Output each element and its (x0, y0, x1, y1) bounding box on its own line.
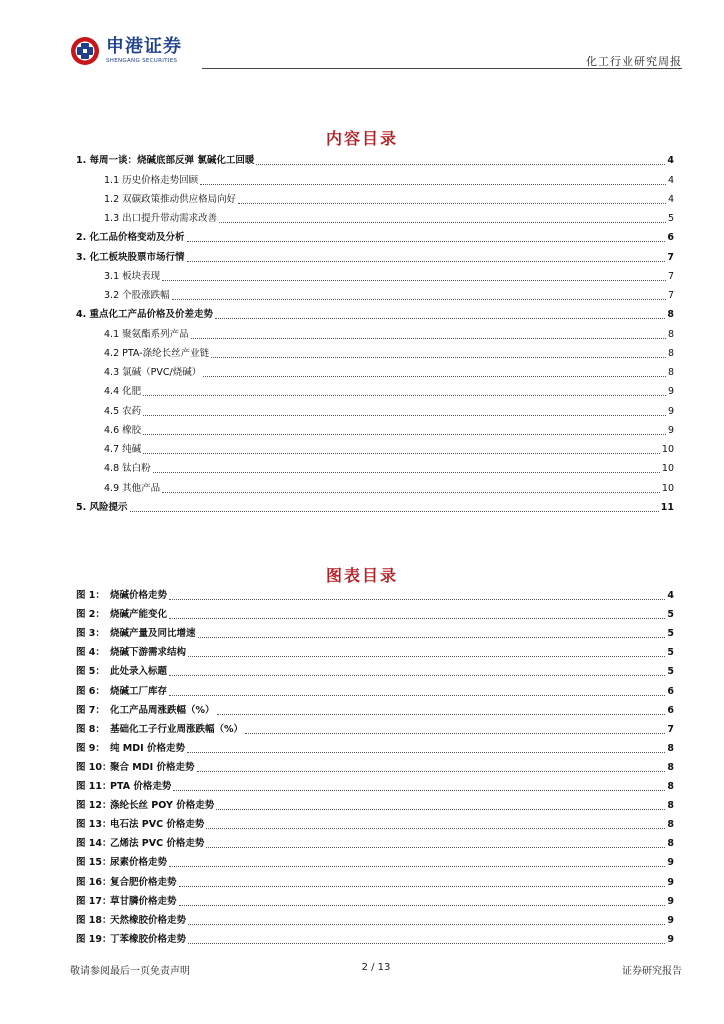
figure-number: 图 1： (76, 590, 105, 602)
dot-leader (172, 289, 666, 300)
toc-entry-label: 5. 风险提示 (76, 501, 128, 513)
figure-title: 化工产品周涨跌幅（%） (110, 704, 215, 716)
figure-page: 8 (667, 781, 674, 793)
figure-title: 烧碱产量及同比增速 (110, 628, 196, 640)
toc-entry-page: 10 (661, 482, 674, 494)
dot-leader (143, 443, 660, 454)
figure-number: 图 12： (76, 800, 112, 812)
company-logo (70, 34, 182, 68)
figure-title: 烧碱下游需求结构 (110, 647, 187, 659)
figures-list (76, 583, 674, 946)
figure-number: 图 5： (76, 666, 105, 678)
toc-entry-label: 1.1 历史价格走势回顾 (104, 174, 199, 186)
toc-entry-page: 4 (667, 155, 674, 167)
toc-entry-label: 1. 每周一谈：烧碱底部反弹 氯碱化工回暖 (76, 155, 255, 167)
dot-leader (238, 193, 666, 204)
figure-page: 8 (667, 761, 674, 773)
figure-number: 图 2： (76, 609, 105, 621)
figure-page: 9 (667, 857, 674, 869)
header-divider (202, 68, 682, 69)
dot-leader (173, 780, 665, 791)
toc-entry[interactable] (76, 437, 674, 456)
toc-entry-page: 8 (667, 367, 674, 378)
disclaimer-note: 敬请参阅最后一页免责声明 (70, 966, 190, 977)
page-header (70, 34, 682, 70)
dot-leader (143, 405, 666, 416)
toc-entry-page: 9 (667, 386, 674, 398)
toc-entry[interactable] (76, 418, 674, 437)
figure-title: 烧碱工厂库存 (110, 685, 168, 697)
figure-title: 聚合 MDI 价格走势 (110, 761, 195, 773)
figure-page: 8 (667, 742, 674, 754)
dot-leader (188, 646, 665, 657)
toc-entry[interactable] (76, 379, 674, 398)
toc-entry[interactable] (76, 264, 674, 283)
figure-page: 9 (667, 914, 674, 926)
figure-number: 图 16： (76, 876, 112, 888)
figure-entry[interactable] (76, 812, 674, 831)
toc-entry[interactable] (76, 302, 674, 321)
toc-title: 内容目录 (325, 129, 398, 148)
toc-entry[interactable] (76, 456, 674, 475)
toc-entry-page: 8 (667, 347, 674, 359)
figure-page: 5 (667, 647, 674, 659)
toc-entry[interactable] (76, 167, 674, 186)
figure-number: 图 14： (76, 838, 112, 850)
report-type-label: 化工行业研究周报 (586, 55, 682, 68)
figure-page: 8 (667, 838, 674, 850)
toc-entry-page: 6 (667, 232, 674, 244)
toc-entry[interactable] (76, 360, 674, 379)
toc-entry-page: 4 (667, 193, 674, 205)
dot-leader (179, 876, 666, 887)
toc-entry-label: 4.9 其他产品 (104, 482, 161, 494)
toc-entry-page: 9 (667, 405, 674, 417)
toc-entry-label: 4.8 钛白粉 (104, 463, 151, 475)
toc-entry-page: 5 (667, 213, 674, 224)
dot-leader (143, 424, 666, 435)
dot-leader (187, 742, 665, 753)
logo-english-name: SHENGANG SECURITIES (106, 58, 178, 64)
toc-entry[interactable] (76, 341, 674, 360)
dot-leader (256, 154, 665, 165)
toc-entry-label: 4.5 农药 (104, 405, 142, 417)
figure-entry[interactable] (76, 640, 674, 659)
figure-page: 9 (667, 876, 674, 888)
logo-mark-icon (70, 36, 100, 66)
figure-title: 复合肥价格走势 (110, 876, 177, 888)
figure-entry[interactable] (76, 678, 674, 697)
toc-list (76, 148, 674, 514)
toc-entry[interactable] (76, 398, 674, 417)
figure-number: 图 11： (76, 781, 112, 793)
figure-number: 图 9： (76, 742, 105, 754)
toc-entry-page: 8 (667, 309, 674, 321)
figure-title: 烧碱产能变化 (110, 609, 168, 621)
dot-leader (198, 627, 666, 638)
toc-entry-label: 2. 化工品价格变动及分析 (76, 232, 185, 244)
figure-entry[interactable] (76, 698, 674, 717)
figure-entry[interactable] (76, 869, 674, 888)
figure-page: 8 (667, 819, 674, 831)
toc-entry-label: 4. 重点化工产品价格及价差走势 (76, 309, 214, 321)
dot-leader (217, 704, 666, 715)
dot-leader (169, 856, 665, 867)
toc-entry[interactable] (76, 283, 674, 302)
figure-entry[interactable] (76, 736, 674, 755)
figure-page: 9 (667, 895, 674, 907)
dot-leader (188, 914, 665, 925)
dot-leader (169, 685, 665, 696)
figure-page: 5 (667, 609, 674, 621)
dot-leader (203, 366, 666, 377)
toc-entry[interactable] (76, 187, 674, 206)
dot-leader (187, 251, 666, 262)
toc-entry[interactable] (76, 475, 674, 494)
toc-entry[interactable] (76, 495, 674, 514)
toc-entry-page: 4 (667, 174, 674, 186)
toc-entry-label: 3.2 个股涨跌幅 (104, 290, 170, 301)
figure-entry[interactable] (76, 774, 674, 793)
logo-chinese-name: 申港证券 (106, 36, 182, 57)
figure-title: 纯 MDI 价格走势 (110, 742, 185, 754)
toc-entry-label: 4.6 橡胶 (104, 424, 142, 436)
dot-leader (197, 761, 666, 772)
figure-title: 乙烯法 PVC 价格走势 (110, 838, 205, 850)
figure-title: 烧碱价格走势 (110, 590, 168, 602)
dot-leader (200, 174, 666, 185)
dot-leader (162, 270, 666, 281)
figure-entry[interactable] (76, 621, 674, 640)
toc-entry[interactable] (76, 244, 674, 263)
figure-number: 图 7： (76, 704, 105, 716)
figure-page: 7 (667, 723, 674, 735)
dot-leader (162, 482, 660, 493)
dot-leader (169, 665, 665, 676)
dot-leader (169, 608, 665, 619)
dot-leader (169, 589, 665, 600)
toc-entry[interactable] (76, 206, 674, 225)
figure-title: 基础化工子行业周涨跌幅（%） (110, 723, 244, 735)
figure-page: 6 (667, 685, 674, 697)
toc-entry-label: 4.4 化肥 (104, 386, 142, 398)
toc-entry[interactable] (76, 148, 674, 167)
figure-page: 6 (667, 704, 674, 716)
toc-entry-label: 4.2 PTA-涤纶长丝产业链 (104, 347, 210, 359)
dot-leader (153, 462, 660, 473)
dot-leader (188, 933, 665, 944)
figure-entry[interactable] (76, 908, 674, 927)
figure-entry[interactable] (76, 793, 674, 812)
dot-leader (215, 308, 665, 319)
figure-number: 图 8： (76, 723, 105, 735)
figure-number: 图 4： (76, 647, 105, 659)
toc-entry-page: 10 (661, 444, 674, 455)
toc-entry[interactable] (76, 321, 674, 340)
toc-entry-label: 1.2 双碳政策推动供应格局向好 (104, 193, 237, 205)
toc-entry-page: 8 (667, 328, 674, 340)
toc-entry-page: 10 (661, 463, 674, 475)
toc-entry-page: 11 (660, 501, 674, 513)
figure-entry[interactable] (76, 927, 674, 946)
figure-number: 图 18： (76, 914, 112, 926)
figure-entry[interactable] (76, 602, 674, 621)
figure-entry[interactable] (76, 717, 674, 736)
figure-title: 此处录入标题 (110, 666, 168, 678)
dot-leader (216, 799, 665, 810)
figure-entry[interactable] (76, 850, 674, 869)
figure-entry[interactable] (76, 583, 674, 602)
figures-title: 图表目录 (325, 566, 398, 585)
figure-title: 天然橡胶价格走势 (110, 914, 187, 926)
dot-leader (211, 347, 666, 358)
figure-entry[interactable] (76, 755, 674, 774)
figure-title: 丁苯橡胶价格走势 (110, 933, 187, 945)
dot-leader (219, 212, 666, 223)
toc-entry-label: 4.1 聚氨酯系列产品 (104, 328, 189, 340)
toc-entry-page: 7 (667, 290, 674, 301)
dot-leader (130, 501, 659, 512)
figure-page: 9 (667, 933, 674, 945)
figure-title: 涤纶长丝 POY 价格走势 (110, 800, 215, 812)
figure-number: 图 10： (76, 761, 112, 773)
report-category: 证券研究报告 (622, 966, 682, 977)
toc-entry-page: 7 (667, 251, 674, 263)
toc-entry-page: 9 (667, 424, 674, 436)
page-number: 2 / 13 (361, 962, 391, 973)
toc-entry-label: 1.3 出口提升带动需求改善 (104, 213, 218, 224)
dot-leader (179, 895, 666, 906)
figure-entry[interactable] (76, 659, 674, 678)
figure-title: PTA 价格走势 (110, 781, 172, 793)
dot-leader (206, 818, 665, 829)
figure-number: 图 6： (76, 685, 105, 697)
figure-title: 草甘膦价格走势 (110, 895, 177, 907)
toc-entry-label: 3.1 板块表现 (104, 270, 161, 282)
toc-entry-label: 3. 化工板块股票市场行情 (76, 251, 185, 263)
figure-number: 图 3： (76, 628, 105, 640)
dot-leader (187, 231, 666, 242)
dot-leader (143, 385, 666, 396)
figure-number: 图 19： (76, 933, 112, 945)
toc-entry-page: 7 (667, 270, 674, 282)
figure-page: 4 (667, 590, 674, 602)
figure-page: 5 (667, 628, 674, 640)
toc-entry-label: 4.7 纯碱 (104, 444, 142, 455)
figure-title: 尿素价格走势 (110, 857, 168, 869)
figure-number: 图 15： (76, 857, 112, 869)
figure-page: 5 (667, 666, 674, 678)
figure-number: 图 17： (76, 895, 112, 907)
dot-leader (245, 723, 665, 734)
figure-number: 图 13： (76, 819, 112, 831)
dot-leader (191, 328, 666, 339)
figure-entry[interactable] (76, 831, 674, 850)
figure-page: 8 (667, 800, 674, 812)
toc-entry[interactable] (76, 225, 674, 244)
toc-entry-label: 4.3 氯碱（PVC/烧碱） (104, 367, 202, 378)
figure-entry[interactable] (76, 889, 674, 908)
figure-title: 电石法 PVC 价格走势 (110, 819, 205, 831)
dot-leader (206, 837, 665, 848)
